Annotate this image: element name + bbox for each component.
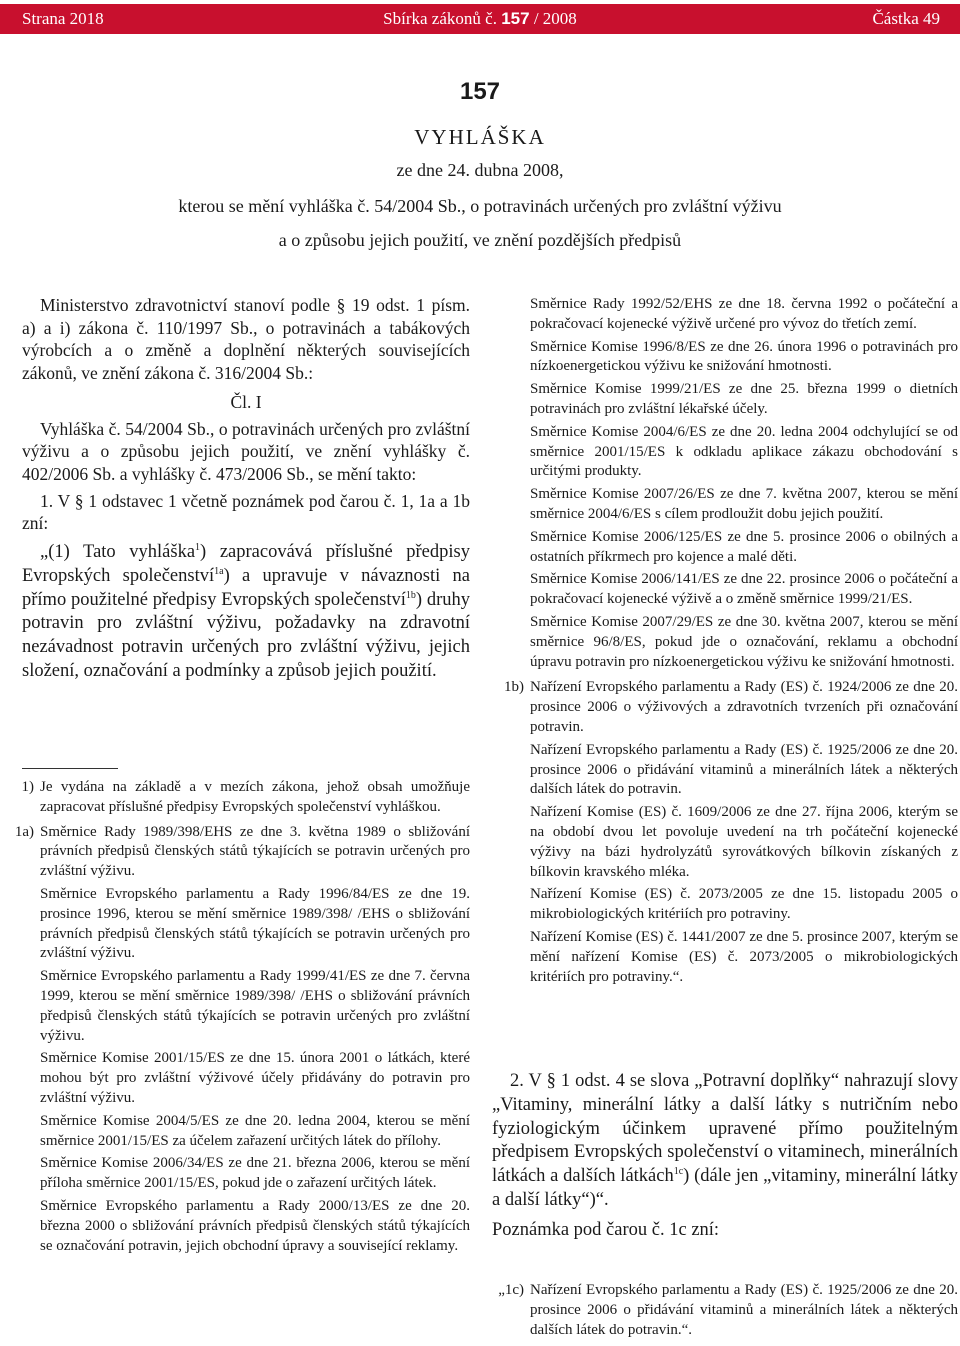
- document-type: VYHLÁŠKA: [414, 125, 546, 149]
- footnote-entry: Nařízení Evropského parlamentu a Rady (ES) č. 1925/2006 ze dne 20. prosince 2006 o přidávání vitaminů a minerálních látek a některých dalších látek do potravin.: [530, 741, 958, 798]
- footnote-1a: 1a) Směrnice Rady 1989/398/EHS ze dne 3. května 1989 o sbližování právních předpisů členských států týkajících se potravin určených pro zvláštní výživu.: [14, 823, 470, 880]
- footnote-1c: „1c) Nařízení Evropského parlamentu a Rady (ES) č. 1925/2006 ze dne 20. prosince 2006 o přidávání vitaminů a minerálních látek a některých dalších látek do potravin.“.: [498, 1282, 958, 1338]
- footnote-1: 1) Je vydána na základě a v mezích zákona, jehož obsah umožňuje zapracovat příslušné předpisy Evropských společenství vyhláškou.: [21, 779, 470, 815]
- footnote-entry: Směrnice Evropského parlamentu a Rady 1996/84/ES ze dne 19. prosince 1996, kterou se mění směrnice 1989/398/ /EHS o sbližování právních předpisů členských států týkajících se potravin určených pro zvláštní výživu.: [40, 885, 470, 962]
- item-2: 2. V § 1 odst. 4 se slova „Potravní doplňky“ nahrazují slovy „Vitaminy, minerální látky a další látky s nutričním nebo fyziologickým účinkem upravené přímo použitelným předpisem Evropských společenství o vitaminech, minerálních látkách a dalších látkách$^{1c}$) (dále jen „vitaminy, minerální látky a další látky“)“.: [492, 1071, 958, 1210]
- collection-title: Sbírka zákonů č. 157 / 2008: [383, 9, 577, 28]
- footnote-entry: Směrnice Komise 2006/34/ES ze dne 21. března 2006, kterou se mění příloha směrnice 2001/15/ES, pokud jde o zařazení určitých látek.: [40, 1155, 470, 1192]
- footnote-entry: Směrnice Komise 2004/6/ES ze dne 20. ledna 2004 odchylující se od směrnice 2001/15/ES k odkladu aplikace zákazu obchodování s určitými produkty.: [530, 423, 958, 480]
- left-column: [22, 294, 470, 684]
- footnote-entry: Směrnice Evropského parlamentu a Rady 1999/41/ES ze dne 7. června 1999, kterou se mění směrnice 1989/398/ /EHS o sbližování právních předpisů členských států týkajících se potravin určených pro zvláštní výživu.: [40, 968, 470, 1044]
- footnote-entry: Nařízení Komise (ES) č. 1609/2006 ze dne 27. října 2006, kterým se na období dvou let povoluje uvedení na trh počáteční kojenecké výživy na bázi hydrolyzátů syrovátkových bílkovin získaných z bílkovin kravského mléka.: [530, 804, 958, 880]
- footnote-1c-block: [490, 1281, 958, 1345]
- footnote-entry: Směrnice Komise 1996/8/ES ze dne 26. února 1996 o potravinách pro nízkoenergetickou výživu ke snižování hmotnosti.: [530, 338, 958, 375]
- footnote-entry: Směrnice Komise 1999/21/ES ze dne 25. března 1999 o dietních potravinách pro zvláštní lékařské účely.: [530, 381, 958, 417]
- right-body-text: [492, 1070, 958, 1243]
- intro-paragraph: Ministerstvo zdravotnictví stanoví podle § 19 odst. 1 písm. a) a i) zákona č. 110/1997 Sb., o potravinách a tabákových výrobcích a o změně a doplnění některých souvisejících zákonů, ve znění zákona č. 316/2004 Sb.:: [22, 295, 470, 384]
- title-line: kterou se mění vyhláška č. 54/2004 Sb., o potravinách určených pro zvláštní výživu: [178, 196, 782, 216]
- footnote-note-intro: Poznámka pod čarou č. 1c zní:: [492, 1219, 720, 1240]
- item-1: 1. V § 1 odstavec 1 včetně poznámek pod čarou č. 1, 1a a 1b zní:: [22, 490, 470, 534]
- footnote-entry: Směrnice Evropského parlamentu a Rady 2000/13/ES ze dne 20. března 2000 o sbližování právních předpisů členských států týkajících se označování potravin, jejich obchodní úpravy a související reklamy.: [40, 1197, 470, 1254]
- footnote-1b: 1b) Nařízení Evropského parlamentu a Rady (ES) č. 1924/2006 ze dne 20. prosince 2006 o výživových a zdravotních tvrzeních při označování potravin.: [504, 679, 958, 735]
- footnote-entry: Směrnice Komise 2007/26/ES ze dne 7. května 2007, kterou se mění směrnice 2004/6/ES s cílem prodloužit dobu jejich použití.: [530, 486, 958, 522]
- page-header: [0, 4, 960, 34]
- change-intro-paragraph: Vyhláška č. 54/2004 Sb., o potravinách určených pro zvláštní výživu a o způsobu jejich použití, ve znění vyhlášky č. 402/2006 Sb. a vyhlášky č. 473/2006 Sb., se mění takto:: [22, 418, 470, 484]
- footnotes-left: [0, 778, 470, 1259]
- issue-number: Částka 49: [872, 9, 940, 28]
- footnote-entry: Směrnice Komise 2007/29/ES ze dne 30. května 2007, kterou se mění směrnice 96/8/ES, pokud jde o označování, reklamu a obchodní úpravu potravin pro nízkoenergetickou výživu ke snižování hmotnosti.: [530, 613, 958, 670]
- footnote-entry: Směrnice Komise 2004/5/ES ze dne 20. ledna 2004, kterou se mění směrnice 2001/15/ES za účelem zařazení určitých látek do přílohy.: [40, 1112, 470, 1149]
- footnotes-right: [490, 295, 958, 990]
- document-number: 157: [459, 78, 501, 105]
- title-line: a o způsobu jejich použití, ve znění pozdějších předpisů: [278, 230, 682, 250]
- title-date: ze dne 24. dubna 2008,: [396, 160, 564, 180]
- footnote-entry: Nařízení Komise (ES) č. 2073/2005 ze dne 15. listopadu 2005 o mikrobiologických kritériích pro potraviny.: [530, 886, 958, 923]
- footnote-entry: Směrnice Komise 2006/125/ES ze dne 5. prosince 2006 o obilných a ostatních příkrmech pro kojence a malé děti.: [530, 528, 958, 565]
- footnote-entry: Směrnice Komise 2006/141/ES ze dne 22. prosince 2006 o počáteční a pokračovací kojenecké výživě a o změně směrnice 1999/21/ES.: [530, 571, 958, 608]
- footnote-entry: Nařízení Komise (ES) č. 1441/2007 ze dne 5. prosince 2007, kterým se mění nařízení Komise (ES) č. 2073/2005 o mikrobiologických kritériích pro potraviny.“.: [530, 928, 958, 985]
- article-heading: Čl. I: [230, 391, 262, 412]
- footnote-entry: Směrnice Rady 1992/52/EHS ze dne 18. června 1992 o počáteční a pokračovací kojenecké výživě určené pro vývoz do třetích zemí.: [530, 296, 958, 332]
- quoted-paragraph: „(1) Tato vyhláška$^1$) zapracovává příslušné předpisy Evropských společenství$^{1a}$) a upravuje v návaznosti na přímo použitelné předpisy Evropských společenství$^{1b}$) druhy potravin pro zvláštní výživu, požadavky na zdravotní nezávadnost potravin určených pro zvláštní výživu, jejich složení, označování a podmínky a způsob jejich použití.: [22, 541, 471, 682]
- footnote-entry: Směrnice Komise 2001/15/ES ze dne 15. února 2001 o látkách, které mohou být pro zvláštní výživové účely přidávány do potravin pro zvláštní výživu.: [40, 1050, 470, 1106]
- page-number: Strana 2018: [22, 9, 104, 28]
- footnote-separator: [22, 768, 118, 769]
